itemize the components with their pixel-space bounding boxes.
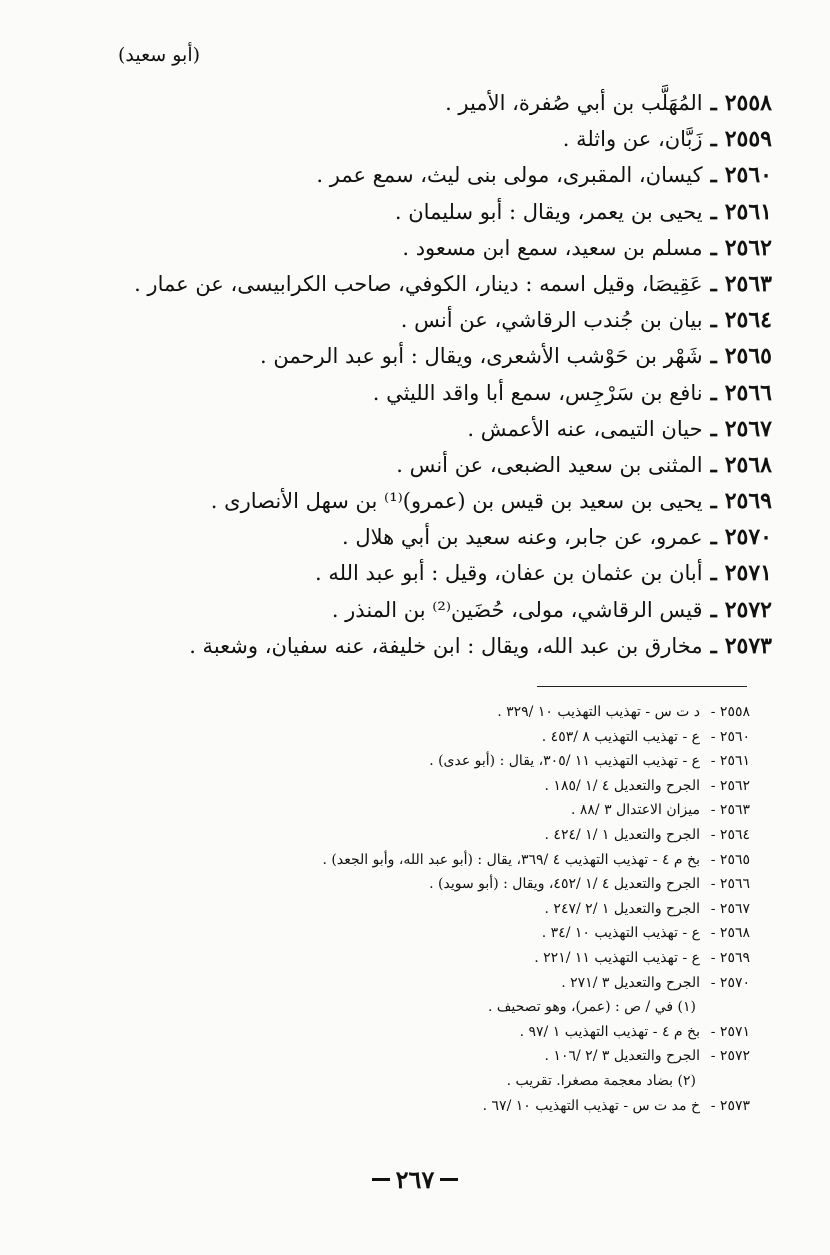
- entry-number: ٢٥٦٠: [724, 162, 772, 189]
- note-number: ٢٥٦١ -: [710, 753, 750, 770]
- entry-number: ٢٥٦٢: [724, 234, 772, 261]
- note-text: ع - تهذيب التهذيب ١١ /٣٠٥، يقال : (أبو عدى) .: [429, 753, 700, 770]
- footnote: [130, 1073, 750, 1098]
- source-note: [130, 1024, 750, 1049]
- note-number: ٢٥٦٣ -: [710, 802, 750, 819]
- entry-dash: ـ: [710, 632, 717, 658]
- entry-dash: ـ: [710, 596, 717, 622]
- source-note: [130, 876, 750, 901]
- note-text: ميزان الاعتدال ٣ /٨٨ .: [570, 802, 700, 819]
- folio-dash-right: [440, 1178, 458, 1181]
- footnote: [130, 999, 750, 1024]
- note-number: ٢٥٦٢ -: [710, 777, 750, 794]
- note-number: ٢٥٧٣ -: [710, 1097, 750, 1114]
- page-number: ٢٦٧: [395, 1165, 435, 1194]
- entry-number: ٢٥٥٨: [724, 90, 772, 116]
- entry-dash: ـ: [710, 524, 717, 550]
- note-text: ع - تهذيب التهذيب ١٠ /٣٤ .: [541, 925, 700, 942]
- entry-dash: ـ: [710, 234, 717, 260]
- entry-dash: ـ: [710, 270, 717, 296]
- footnote-list: [130, 704, 750, 1122]
- note-number: ٢٥٧٠ -: [710, 974, 750, 991]
- source-note: [130, 827, 750, 852]
- entry-text: المثنى بن سعيد الضبعى، عن أنس .: [396, 452, 703, 477]
- note-number: ٢٥٥٨ -: [710, 704, 750, 720]
- entry-list: [82, 90, 772, 669]
- footnote-separator: [537, 686, 747, 687]
- entry-row: [82, 452, 772, 488]
- note-number: ٢٥٦٩ -: [710, 949, 750, 966]
- entry-text: مسلم بن سعيد، سمع ابن مسعود .: [402, 235, 703, 260]
- note-text: ع - تهذيب التهذيب ١١ /٢٢١ .: [534, 949, 700, 966]
- entry-text: نافع بن سَرْجِس، سمع أبا واقد الليثي .: [372, 380, 703, 405]
- source-note: [130, 901, 750, 926]
- note-number: ٢٥٧٢ -: [710, 1048, 750, 1065]
- note-number: ٢٥٦٥ -: [710, 851, 750, 868]
- source-note: [130, 778, 750, 803]
- entry-dash: ـ: [710, 162, 717, 188]
- entry-dash: ـ: [710, 415, 717, 441]
- note-number: ٢٥٦٦ -: [710, 876, 750, 893]
- entry-dash: ـ: [710, 126, 717, 152]
- note-text: خ مد ت س - تهذيب التهذيب ١٠ /٦٧ .: [482, 1097, 700, 1114]
- entry-dash: ـ: [710, 343, 717, 369]
- entry-text: بيان بن جُندب الرقاشي، عن أنس .: [400, 308, 703, 333]
- entry-row: [82, 307, 772, 343]
- entry-text: عَقِيصَا، وقيل اسمه : دينار، الكوفي، صاحب الكرابيسى، عن عمار .: [134, 271, 703, 296]
- entry-row: [82, 271, 772, 307]
- note-number: ٢٥٦٠ -: [710, 728, 750, 745]
- entry-dash: ـ: [710, 560, 717, 586]
- note-text: الجرح والتعديل ٤ /١ /١٨٥ .: [544, 777, 700, 794]
- entry-row: [82, 90, 772, 126]
- source-note: [130, 729, 750, 754]
- entry-number: ٢٥٦٣: [724, 270, 772, 297]
- note-text: بخ م ٤ - تهذيب التهذيب ٤ /٣٦٩، يقال : (أبو عبد الله، وأبو الجعد) .: [322, 851, 700, 868]
- entry-number: ٢٥٧٣: [724, 632, 772, 659]
- entry-number: ٢٥٦٨: [724, 451, 772, 478]
- entry-dash: ـ: [710, 90, 717, 115]
- note-number: ٢٥٦٤ -: [710, 826, 750, 843]
- entry-text: زَبَّان، عن واثلة .: [562, 127, 703, 152]
- entry-text: المُهَلَّب بن أبي صُفرة، الأمير .: [445, 91, 703, 115]
- page-footer: [0, 1158, 830, 1194]
- source-note: [130, 1098, 750, 1123]
- entry-dash: ـ: [710, 451, 717, 477]
- entry-row: [82, 597, 772, 633]
- source-note: [130, 704, 750, 729]
- note-text: (١) في / ص : (عمر)، وهو تصحيف .: [487, 999, 696, 1016]
- entry-number: ٢٥٦٤: [724, 307, 772, 334]
- entry-row: [82, 199, 772, 235]
- entry-number: ٢٥٦٥: [724, 343, 772, 370]
- entry-row: [82, 560, 772, 596]
- entry-dash: ـ: [710, 198, 717, 224]
- entry-dash: ـ: [710, 307, 717, 333]
- source-note: [130, 1048, 750, 1073]
- source-note: [130, 925, 750, 950]
- entry-text: يحيى بن سعيد بن قيس بن (عمرو)⁽¹⁾ بن سهل الأنصارى .: [210, 489, 703, 514]
- entry-number: ٢٥٧١: [724, 560, 772, 587]
- entry-text: قيس الرقاشي، مولى، حُضَين⁽²⁾ بن المنذر .: [331, 597, 703, 622]
- note-text: الجرح والتعديل ٣ /٢٧١ .: [561, 974, 700, 991]
- entry-number: ٢٥٥٩: [724, 126, 772, 153]
- entry-row: [82, 235, 772, 271]
- entry-text: يحيى بن يعمر، ويقال : أبو سليمان .: [394, 199, 703, 224]
- entry-row: [82, 343, 772, 379]
- entry-dash: ـ: [710, 379, 717, 405]
- source-note: [130, 753, 750, 778]
- entry-row: [82, 416, 772, 452]
- entry-number: ٢٥٦٦: [724, 379, 772, 406]
- entry-row: [82, 633, 772, 669]
- note-number: ٢٥٦٨ -: [710, 925, 750, 942]
- entry-text: كيسان، المقبرى، مولى بنى ليث، سمع عمر .: [316, 163, 703, 188]
- source-note: [130, 975, 750, 1000]
- entry-number: ٢٥٦٩: [724, 488, 772, 515]
- note-number: ٢٥٦٧ -: [710, 900, 750, 917]
- note-text: د ت س - تهذيب التهذيب ١٠ /٣٢٩ .: [497, 704, 700, 720]
- source-note: [130, 852, 750, 877]
- note-text: (٢) بضاد معجمة مصغرا. تقريب .: [506, 1072, 696, 1089]
- entry-text: مخارق بن عبد الله، ويقال : ابن خليفة، عنه سفيان، وشعبة .: [189, 633, 703, 658]
- entry-number: ٢٥٧٢: [724, 596, 772, 623]
- entry-dash: ـ: [710, 488, 717, 514]
- entry-number: ٢٥٦٧: [724, 415, 772, 442]
- note-text: الجرح والتعديل ١ /٢ /٢٤٧ .: [544, 900, 700, 917]
- running-head: (أبو سعيد): [118, 44, 201, 66]
- note-text: الجرح والتعديل ٤ /١ /٤٥٢، ويقال : (أبو سويد) .: [429, 876, 700, 893]
- folio-dash-left: [372, 1178, 390, 1181]
- entry-text: أبان بن عثمان بن عفان، وقيل : أبو عبد الله .: [315, 561, 703, 586]
- entry-row: [82, 380, 772, 416]
- entry-row: [82, 126, 772, 162]
- note-number: ٢٥٧١ -: [710, 1023, 750, 1040]
- source-note: [130, 802, 750, 827]
- entry-row: [82, 524, 772, 560]
- note-text: بخ م ٤ - تهذيب التهذيب ١ /٩٧ .: [519, 1023, 700, 1040]
- entry-text: حيان التيمى، عنه الأعمش .: [467, 416, 703, 441]
- note-text: الجرح والتعديل ٣ /٢ /١٠٦ .: [544, 1048, 700, 1065]
- entry-text: عمرو، عن جابر، وعنه سعيد بن أبي هلال .: [341, 525, 703, 550]
- note-text: الجرح والتعديل ١ /١ /٤٢٤ .: [544, 826, 700, 843]
- entry-number: ٢٥٧٠: [724, 524, 772, 551]
- entry-row: [82, 162, 772, 198]
- note-text: ع - تهذيب التهذيب ٨ /٤٥٣ .: [541, 728, 700, 745]
- entry-row: [82, 488, 772, 524]
- source-note: [130, 950, 750, 975]
- entry-text: شَهْر بن حَوْشب الأشعرى، ويقال : أبو عبد الرحمن .: [260, 344, 703, 369]
- entry-number: ٢٥٦١: [724, 198, 772, 225]
